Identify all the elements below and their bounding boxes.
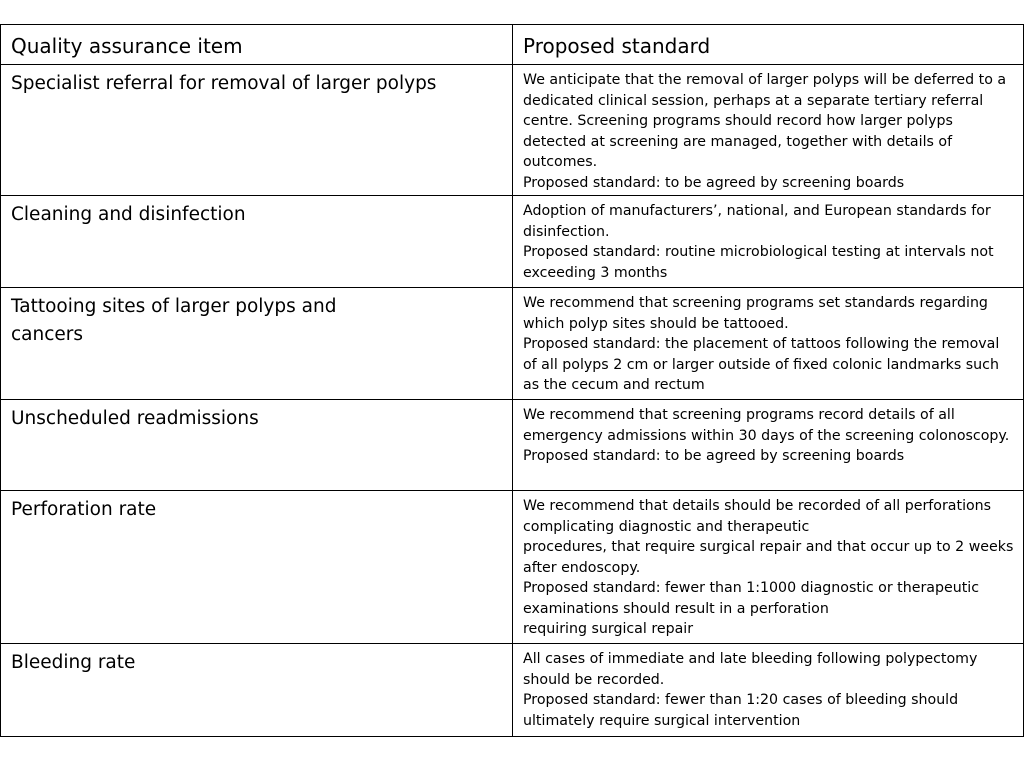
quality-assurance-table bbox=[0, 24, 1024, 737]
standard-text: Proposed standard: fewer than 1:1000 diagnostic or therapeutic examinations should result in a perforation bbox=[523, 580, 980, 617]
header-proposed-standard: Proposed standard bbox=[513, 25, 1024, 65]
standard-text: procedures, that require surgical repair and that occur up to 2 weeks after endoscopy. bbox=[523, 539, 1014, 576]
standard-text: All cases of immediate and late bleeding following polypectomy should be recorded. bbox=[523, 651, 978, 688]
standard-cell bbox=[513, 65, 1024, 196]
table-row bbox=[1, 400, 1024, 491]
standard-cell bbox=[513, 491, 1024, 644]
standard-text: requiring surgical repair bbox=[523, 621, 694, 637]
item-label: Specialist referral for removal of larger polyps bbox=[11, 73, 437, 94]
table-header-row bbox=[1, 25, 1024, 65]
item-label: Bleeding rate bbox=[11, 652, 136, 673]
standard-text: Proposed standard: routine microbiological testing at intervals not exceeding 3 months bbox=[523, 244, 994, 281]
table-row bbox=[1, 65, 1024, 196]
standard-text: Proposed standard: to be agreed by screening boards bbox=[523, 174, 905, 191]
item-cell bbox=[1, 644, 513, 737]
item-cell bbox=[1, 400, 513, 491]
standard-text: We anticipate that the removal of larger polyps will be deferred to a dedicated clinical session, perhaps at a separate tertiary referral centre. Screening programs should record how larger polyps detected at screening are managed, together with details of outcomes. bbox=[523, 72, 1007, 170]
item-cell bbox=[1, 196, 513, 288]
standard-cell bbox=[513, 288, 1024, 400]
item-cell bbox=[1, 491, 513, 644]
standard-cell bbox=[513, 644, 1024, 737]
item-label: Unscheduled readmissions bbox=[11, 408, 259, 429]
table-row bbox=[1, 196, 1024, 288]
header-quality-assurance-item: Quality assurance item bbox=[1, 25, 513, 65]
standard-text: Proposed standard: to be agreed by screening boards bbox=[523, 448, 905, 464]
standard-cell bbox=[513, 400, 1024, 491]
standard-text: Adoption of manufacturers’, national, and European standards for disinfection. bbox=[523, 203, 991, 240]
item-cell bbox=[1, 65, 513, 196]
standard-text: Proposed standard: the placement of tattoos following the removal of all polyps 2 cm or larger outside of fixed colonic landmarks such as the cecum and rectum bbox=[523, 336, 1000, 393]
standard-text: We recommend that details should be recorded of all perforations complicating diagnostic and therapeutic bbox=[523, 498, 992, 535]
item-cell bbox=[1, 288, 513, 400]
standard-text: We recommend that screening programs set standards regarding which polyp sites should be tattooed. bbox=[523, 295, 988, 332]
table-row bbox=[1, 644, 1024, 737]
standard-cell bbox=[513, 196, 1024, 288]
table-row bbox=[1, 288, 1024, 400]
item-label: Tattooing sites of larger polyps and cancers bbox=[11, 296, 337, 345]
table-row bbox=[1, 491, 1024, 644]
item-label: Cleaning and disinfection bbox=[11, 204, 246, 225]
standard-text: Proposed standard: fewer than 1:20 cases of bleeding should ultimately require surgical intervention bbox=[523, 692, 959, 729]
standard-text: We recommend that screening programs record details of all emergency admissions within 30 days of the screening colonoscopy. bbox=[523, 407, 1010, 444]
item-label: Perforation rate bbox=[11, 499, 157, 520]
